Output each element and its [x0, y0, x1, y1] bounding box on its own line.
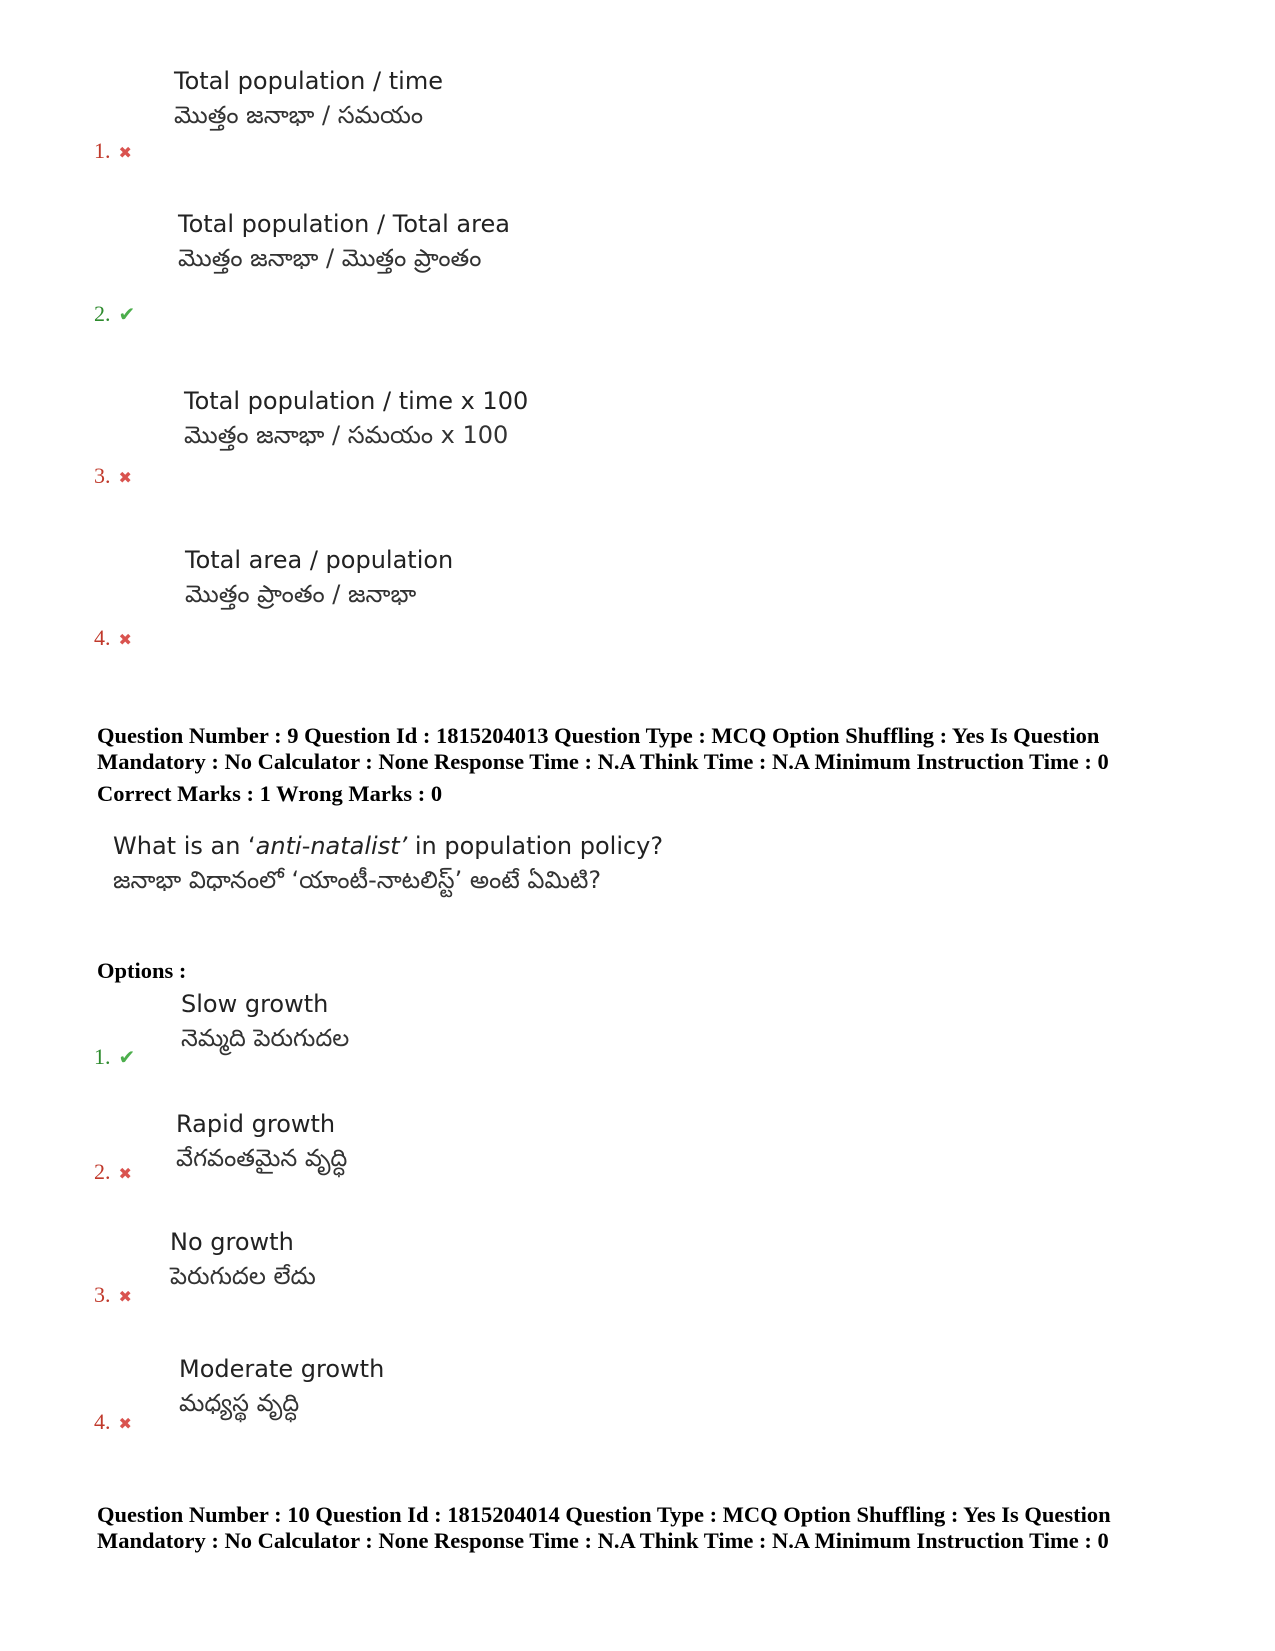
- question-en-prefix: What is an ‘: [113, 832, 256, 860]
- option-text-te: మొత్తం ప్రాంతం / జనాభా: [185, 580, 417, 608]
- prev-option-4-marker: [94, 626, 132, 652]
- prev-option-4: [185, 543, 453, 611]
- option-text-en: Total population / Total area: [178, 210, 510, 238]
- meta-line-1: Question Number : 10 Question Id : 1815204014 Question Type : MCQ Option Shuffling : Yes Is Question: [97, 1502, 1111, 1527]
- meta-line-2: Mandatory : No Calculator : None Response Time : N.A Think Time : N.A Minimum Instruction Time : 0: [97, 749, 1109, 774]
- option-text-te: మధ్యస్థ వృద్ధి: [179, 1389, 300, 1417]
- option-text-en: Moderate growth: [179, 1355, 385, 1383]
- q9-option-4: [179, 1352, 384, 1420]
- q9-option-2: [176, 1107, 347, 1175]
- prev-option-1-marker: [94, 139, 132, 165]
- cross-icon: ✖: [118, 1414, 132, 1433]
- q9-option-2-marker: [94, 1160, 132, 1186]
- question-9-text: [113, 829, 663, 897]
- question-10-meta: [97, 1502, 1197, 1554]
- option-number: 2.: [94, 1159, 111, 1184]
- check-icon: ✔: [118, 1045, 136, 1069]
- option-text-en: Rapid growth: [176, 1110, 336, 1138]
- option-text-te: మొత్తం జనాభా / సమయం x 100: [184, 421, 509, 449]
- option-number: 4.: [94, 625, 111, 650]
- cross-icon: ✖: [118, 468, 132, 487]
- option-number: 1.: [94, 138, 111, 163]
- option-text-en: Total population / time x 100: [184, 387, 529, 415]
- option-text-en: No growth: [170, 1228, 294, 1256]
- marks-line: Correct Marks : 1 Wrong Marks : 0: [97, 781, 443, 806]
- prev-option-3-marker: [94, 464, 132, 490]
- option-number: 3.: [94, 463, 111, 488]
- q9-option-3-marker: [94, 1283, 132, 1309]
- question-9-meta: [97, 723, 1197, 807]
- option-text-en: Total population / time: [174, 67, 443, 95]
- question-text-te: జనాభా విధానంలో ‘యాంటీ-నాటలిస్ట్’ అంటే ఏమిటి?: [113, 866, 602, 894]
- cross-icon: ✖: [118, 1287, 132, 1306]
- option-text-te: నెమ్మది పెరుగుదల: [181, 1024, 350, 1052]
- question-text-en: [113, 829, 663, 863]
- q9-option-1-marker: [94, 1045, 135, 1069]
- prev-option-3: [184, 384, 528, 452]
- cross-icon: ✖: [118, 143, 132, 162]
- cross-icon: ✖: [118, 1164, 132, 1183]
- q9-option-3: [170, 1225, 316, 1293]
- meta-line-2: Mandatory : No Calculator : None Response Time : N.A Think Time : N.A Minimum Instruction Time : 0: [97, 1528, 1109, 1553]
- option-number: 2.: [94, 301, 111, 326]
- option-text-te: పెరుగుదల లేదు: [170, 1262, 316, 1290]
- option-text-te: మొత్తం జనాభా / మొత్తం ప్రాంతం: [178, 244, 482, 272]
- q9-option-4-marker: [94, 1410, 132, 1436]
- prev-option-2: [178, 207, 510, 275]
- check-icon: ✔: [118, 302, 136, 326]
- question-en-italic: anti-natalist’: [255, 832, 408, 860]
- option-number: 3.: [94, 1282, 111, 1307]
- option-text-te: వేగవంతమైన వృద్ధి: [176, 1144, 348, 1172]
- option-text-en: Slow growth: [181, 990, 329, 1018]
- q9-option-1: [181, 987, 349, 1055]
- prev-option-1: [174, 64, 443, 132]
- cross-icon: ✖: [118, 630, 132, 649]
- meta-line-1: Question Number : 9 Question Id : 1815204013 Question Type : MCQ Option Shuffling : Yes Is Question: [97, 723, 1100, 748]
- option-text-en: Total area / population: [185, 546, 454, 574]
- options-label: Options :: [97, 958, 187, 983]
- option-number: 4.: [94, 1409, 111, 1434]
- option-number: 1.: [94, 1044, 111, 1069]
- prev-option-2-marker: [94, 302, 135, 326]
- option-text-te: మొత్తం జనాభా / సమయం: [174, 101, 423, 129]
- question-en-suffix: in population policy?: [407, 832, 664, 860]
